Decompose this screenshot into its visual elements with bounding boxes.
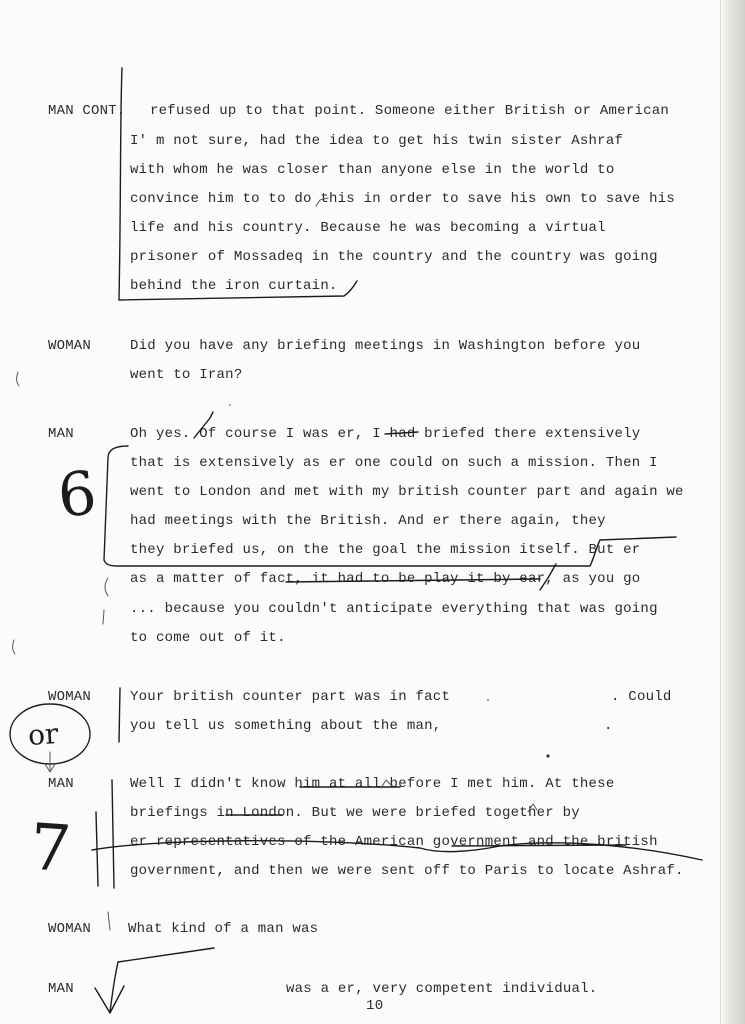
transcript-line: Your british counter part was in fact (130, 689, 451, 705)
transcript-line: er representatives of the American government and the british (130, 834, 658, 850)
margin-tick (108, 912, 110, 930)
transcript-line: government, and then we were sent off to Paris to locate Ashraf. (130, 863, 684, 879)
transcript-line: refused up to that point. Someone either British or American (150, 103, 670, 119)
page-edge (723, 0, 745, 1024)
speaker-man: MAN (48, 981, 74, 997)
transcript-line: went to Iran? (130, 367, 243, 383)
ink-speck (487, 699, 489, 701)
transcript-line: life and his country. Because he was becoming a virtual (130, 220, 606, 236)
ink-speck (546, 754, 549, 757)
transcript-line: behind the iron curtain. (130, 278, 338, 294)
transcript-line: was a er, very competent individual. (286, 981, 598, 997)
transcript-line-fragment: . Could (611, 689, 672, 705)
margin-bar (96, 812, 98, 886)
page-number: 10 (366, 998, 384, 1014)
arrow-mark (45, 752, 55, 772)
ink-speck (229, 404, 231, 406)
transcript-line: to come out of it. (130, 630, 286, 646)
transcript-line: with whom he was closer than anyone else in the world to (130, 162, 615, 178)
transcript-line: ... because you couldn't anticipate everything that was going (130, 601, 658, 617)
speaker-woman: WOMAN (48, 338, 92, 354)
speaker-woman: WOMAN (48, 689, 92, 705)
speaker-man: MAN (48, 426, 74, 442)
margin-bar (112, 780, 114, 888)
transcript-line: Oh yes. Of course I was er, I had briefed there extensively (130, 426, 641, 442)
transcript-line-fragment: . (604, 718, 613, 734)
margin-bar (119, 688, 120, 742)
margin-tick (105, 578, 108, 596)
handwritten-number-7: 7 (27, 810, 74, 888)
speaker-man: MAN (48, 776, 74, 792)
transcript-line: convince him to to do this in order to save his own to save his (130, 191, 676, 207)
transcript-line: as a matter of fact, it had to be play it by ear, as you go (130, 571, 641, 587)
margin-tick (17, 372, 19, 386)
transcript-line: you tell us something about the man, (130, 718, 442, 734)
transcript-line: Did you have any briefing meetings in Washington before you (130, 338, 641, 354)
transcript-line: had meetings with the British. And er there again, they (130, 513, 606, 529)
speaker-man-cont: MAN CONT. (48, 103, 126, 119)
transcript-line: that is extensively as er one could on such a mission. Then I (130, 455, 658, 471)
transcript-line: they briefed us, on the the goal the mission itself. But er (130, 542, 641, 558)
speaker-woman: WOMAN (48, 921, 92, 937)
arrow-mark (95, 948, 214, 1013)
transcript-line: prisoner of Mossadeq in the country and the country was going (130, 249, 658, 265)
circled-handwritten-note: or (26, 716, 60, 753)
margin-tick (13, 640, 15, 654)
handwritten-number-6: 6 (54, 458, 100, 532)
page-edge-line (720, 0, 721, 1024)
transcript-line: I' m not sure, had the idea to get his twin sister Ashraf (130, 133, 624, 149)
transcript-line: Well I didn't know him at all before I met him. At these (130, 776, 615, 792)
transcript-line: briefings in London. But we were briefed together by (130, 805, 580, 821)
transcript-line: went to London and met with my british counter part and again we (130, 484, 684, 500)
margin-tick (103, 610, 104, 624)
transcript-line: What kind of a man was (128, 921, 319, 937)
